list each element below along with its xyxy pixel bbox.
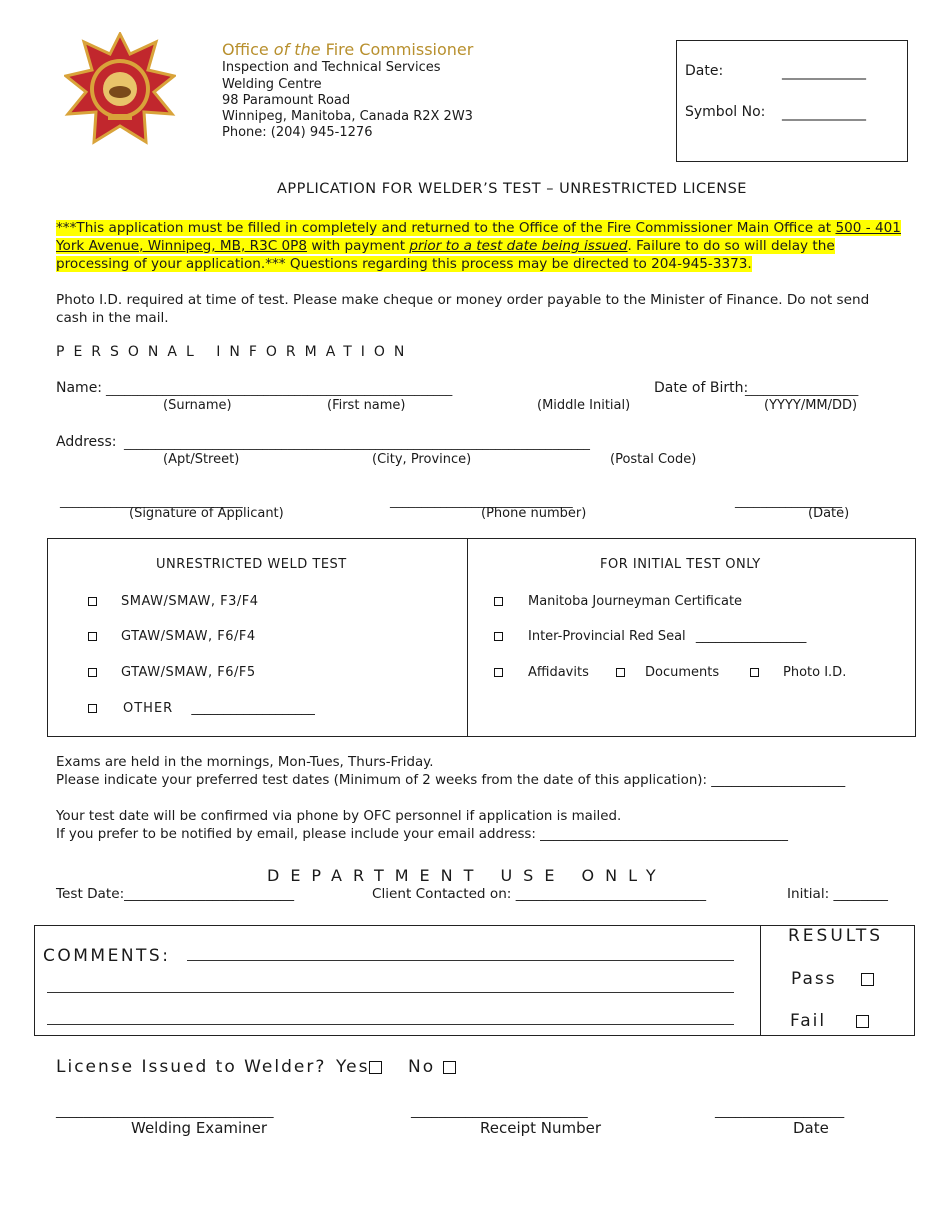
pass-option[interactable]: Pass bbox=[791, 969, 874, 989]
symbol-field[interactable]: ____________ bbox=[782, 105, 866, 121]
weld-test-heading: UNRESTRICTED WELD TEST bbox=[156, 557, 347, 572]
weld-option-other[interactable]: OTHER ___________________ bbox=[88, 701, 315, 716]
department-heading: DEPARTMENT USE ONLY bbox=[267, 866, 667, 885]
photo-note: Photo I.D. required at time of test. Please make cheque or money order payable to the Minister of Finance. Do not send cash in the mail. bbox=[56, 292, 870, 326]
fail-option[interactable]: Fail bbox=[790, 1011, 869, 1031]
examiner-caption: Welding Examiner bbox=[131, 1119, 268, 1137]
address-field[interactable]: __________________________________________________________________________ bbox=[124, 435, 590, 450]
license-date-caption: Date bbox=[793, 1119, 829, 1137]
applicant-date-field[interactable]: _________________ bbox=[735, 493, 843, 508]
checkbox-icon[interactable] bbox=[494, 632, 503, 641]
address-label: Address: bbox=[56, 434, 117, 450]
client-contacted-field[interactable]: Client Contacted on: ____________________________ bbox=[372, 886, 707, 902]
symbol-label: Symbol No: bbox=[685, 104, 766, 120]
test-options-divider bbox=[467, 538, 468, 737]
maltese-cross-icon bbox=[64, 32, 176, 146]
initial-test-heading: FOR INITIAL TEST ONLY bbox=[600, 557, 761, 572]
middle-initial-caption: (Middle Initial) bbox=[537, 398, 631, 413]
exams-info: Exams are held in the mornings, Mon-Tues, Thurs-Friday. Please indicate your preferred test dates (Minimum of 2 weeks from the date of this application): ____________________ Your test date will be confirmed via phone by OFC personnel if application is mailed. If you prefer to be notified by email, please include your email address: _____________________________________ bbox=[56, 755, 846, 842]
license-date-field[interactable]: ___________________ bbox=[715, 1103, 845, 1119]
personal-info-heading: PERSONAL INFORMATION bbox=[56, 344, 414, 360]
header-line-2: Welding Centre bbox=[222, 77, 322, 92]
signature-caption: (Signature of Applicant) bbox=[129, 506, 284, 521]
photo-id-option[interactable]: Photo I.D. bbox=[750, 665, 846, 680]
weld-option-gtaw-f6f4[interactable]: GTAW/SMAW, F6/F4 bbox=[88, 629, 256, 644]
checkbox-icon[interactable] bbox=[369, 1061, 382, 1074]
signature-field[interactable]: _____________________________ bbox=[60, 493, 243, 508]
license-yes-option[interactable]: Yes bbox=[336, 1057, 382, 1077]
comments-label: COMMENTS: bbox=[43, 946, 171, 966]
checkbox-icon[interactable] bbox=[750, 668, 759, 677]
dob-label: Date of Birth: bbox=[654, 380, 749, 396]
documents-option[interactable]: Documents bbox=[616, 665, 719, 680]
journeyman-option[interactable]: Manitoba Journeyman Certificate bbox=[494, 594, 742, 609]
weld-option-smaw-f3f4[interactable]: SMAW/SMAW, F3/F4 bbox=[88, 594, 259, 609]
initial-field[interactable]: Initial: ________ bbox=[787, 886, 888, 902]
examiner-field[interactable]: ________________________________ bbox=[56, 1103, 274, 1119]
checkbox-icon[interactable] bbox=[616, 668, 625, 677]
dob-field[interactable]: __________________ bbox=[745, 381, 859, 396]
checkbox-icon[interactable] bbox=[88, 597, 97, 606]
checkbox-icon[interactable] bbox=[88, 632, 97, 641]
checkbox-icon[interactable] bbox=[494, 597, 503, 606]
name-label: Name: bbox=[56, 380, 103, 396]
notice-paragraph: ***This application must be filled in completely and returned to the Office of the Fire Commissioner Main Office at 500 - 401 York Avenue, Winnipeg, MB, R3C 0P8 with payment prior to a test date being issued. Failure to do so will delay the processing of your application.*** Questions regarding this process may be directed to 204-945-3373. bbox=[56, 220, 901, 272]
header-line-3: 98 Paramount Road bbox=[222, 93, 351, 108]
receipt-caption: Receipt Number bbox=[480, 1119, 602, 1137]
checkbox-icon[interactable] bbox=[443, 1061, 456, 1074]
red-seal-field[interactable]: _________________ bbox=[695, 629, 807, 644]
postal-code-caption: (Postal Code) bbox=[610, 452, 697, 467]
header-line-1: Inspection and Technical Services bbox=[222, 60, 441, 75]
weld-option-gtaw-f6f5[interactable]: GTAW/SMAW, F6/F5 bbox=[88, 665, 256, 680]
red-seal-option[interactable]: Inter-Provincial Red Seal _________________ bbox=[494, 629, 806, 644]
results-divider bbox=[760, 925, 761, 1036]
comments-line-1[interactable] bbox=[187, 960, 734, 961]
checkbox-icon[interactable] bbox=[494, 668, 503, 677]
fire-commissioner-logo bbox=[64, 32, 176, 146]
header-line-4: Winnipeg, Manitoba, Canada R2X 2W3 bbox=[222, 109, 473, 124]
checkbox-icon[interactable] bbox=[861, 973, 874, 986]
comments-line-2[interactable] bbox=[47, 992, 734, 993]
office-use-box bbox=[676, 40, 908, 162]
license-no-option[interactable]: No bbox=[408, 1057, 456, 1077]
comments-line-3[interactable] bbox=[47, 1024, 734, 1025]
form-title: APPLICATION FOR WELDER’S TEST – UNRESTRICTED LICENSE bbox=[277, 181, 747, 197]
header-line-5: Phone: (204) 945-1276 bbox=[222, 125, 373, 140]
receipt-field[interactable]: __________________________ bbox=[411, 1103, 588, 1119]
affidavits-option[interactable]: Affidavits bbox=[494, 665, 589, 680]
phone-caption: (Phone number) bbox=[481, 506, 587, 521]
date-field[interactable]: ____________ bbox=[782, 64, 866, 80]
office-title: Office of the Fire Commissioner bbox=[222, 40, 474, 59]
preferred-dates-field[interactable]: Please indicate your preferred test dates (Minimum of 2 weeks from the date of this application): ____________________ bbox=[56, 773, 846, 788]
results-heading: RESULTS bbox=[788, 926, 884, 946]
test-date-field[interactable]: Test Date:_________________________ bbox=[56, 886, 295, 902]
checkbox-icon[interactable] bbox=[88, 704, 97, 713]
other-field[interactable]: ___________________ bbox=[191, 701, 315, 716]
comments-results-box bbox=[34, 925, 915, 1036]
email-field[interactable]: If you prefer to be notified by email, please include your email address: _____________________________________ bbox=[56, 827, 788, 842]
license-question: License Issued to Welder? bbox=[56, 1057, 327, 1077]
first-name-caption: (First name) bbox=[327, 398, 406, 413]
date-caption: (Date) bbox=[808, 506, 850, 521]
apt-street-caption: (Apt/Street) bbox=[163, 452, 240, 467]
dob-format-caption: (YYYY/MM/DD) bbox=[764, 398, 858, 413]
checkbox-icon[interactable] bbox=[88, 668, 97, 677]
checkbox-icon[interactable] bbox=[856, 1015, 869, 1028]
surname-caption: (Surname) bbox=[163, 398, 232, 413]
name-field[interactable]: _______________________________________________________ bbox=[106, 381, 453, 396]
date-label: Date: bbox=[685, 63, 724, 79]
phone-field[interactable]: _____________________________ bbox=[390, 493, 573, 508]
city-province-caption: (City, Province) bbox=[372, 452, 472, 467]
